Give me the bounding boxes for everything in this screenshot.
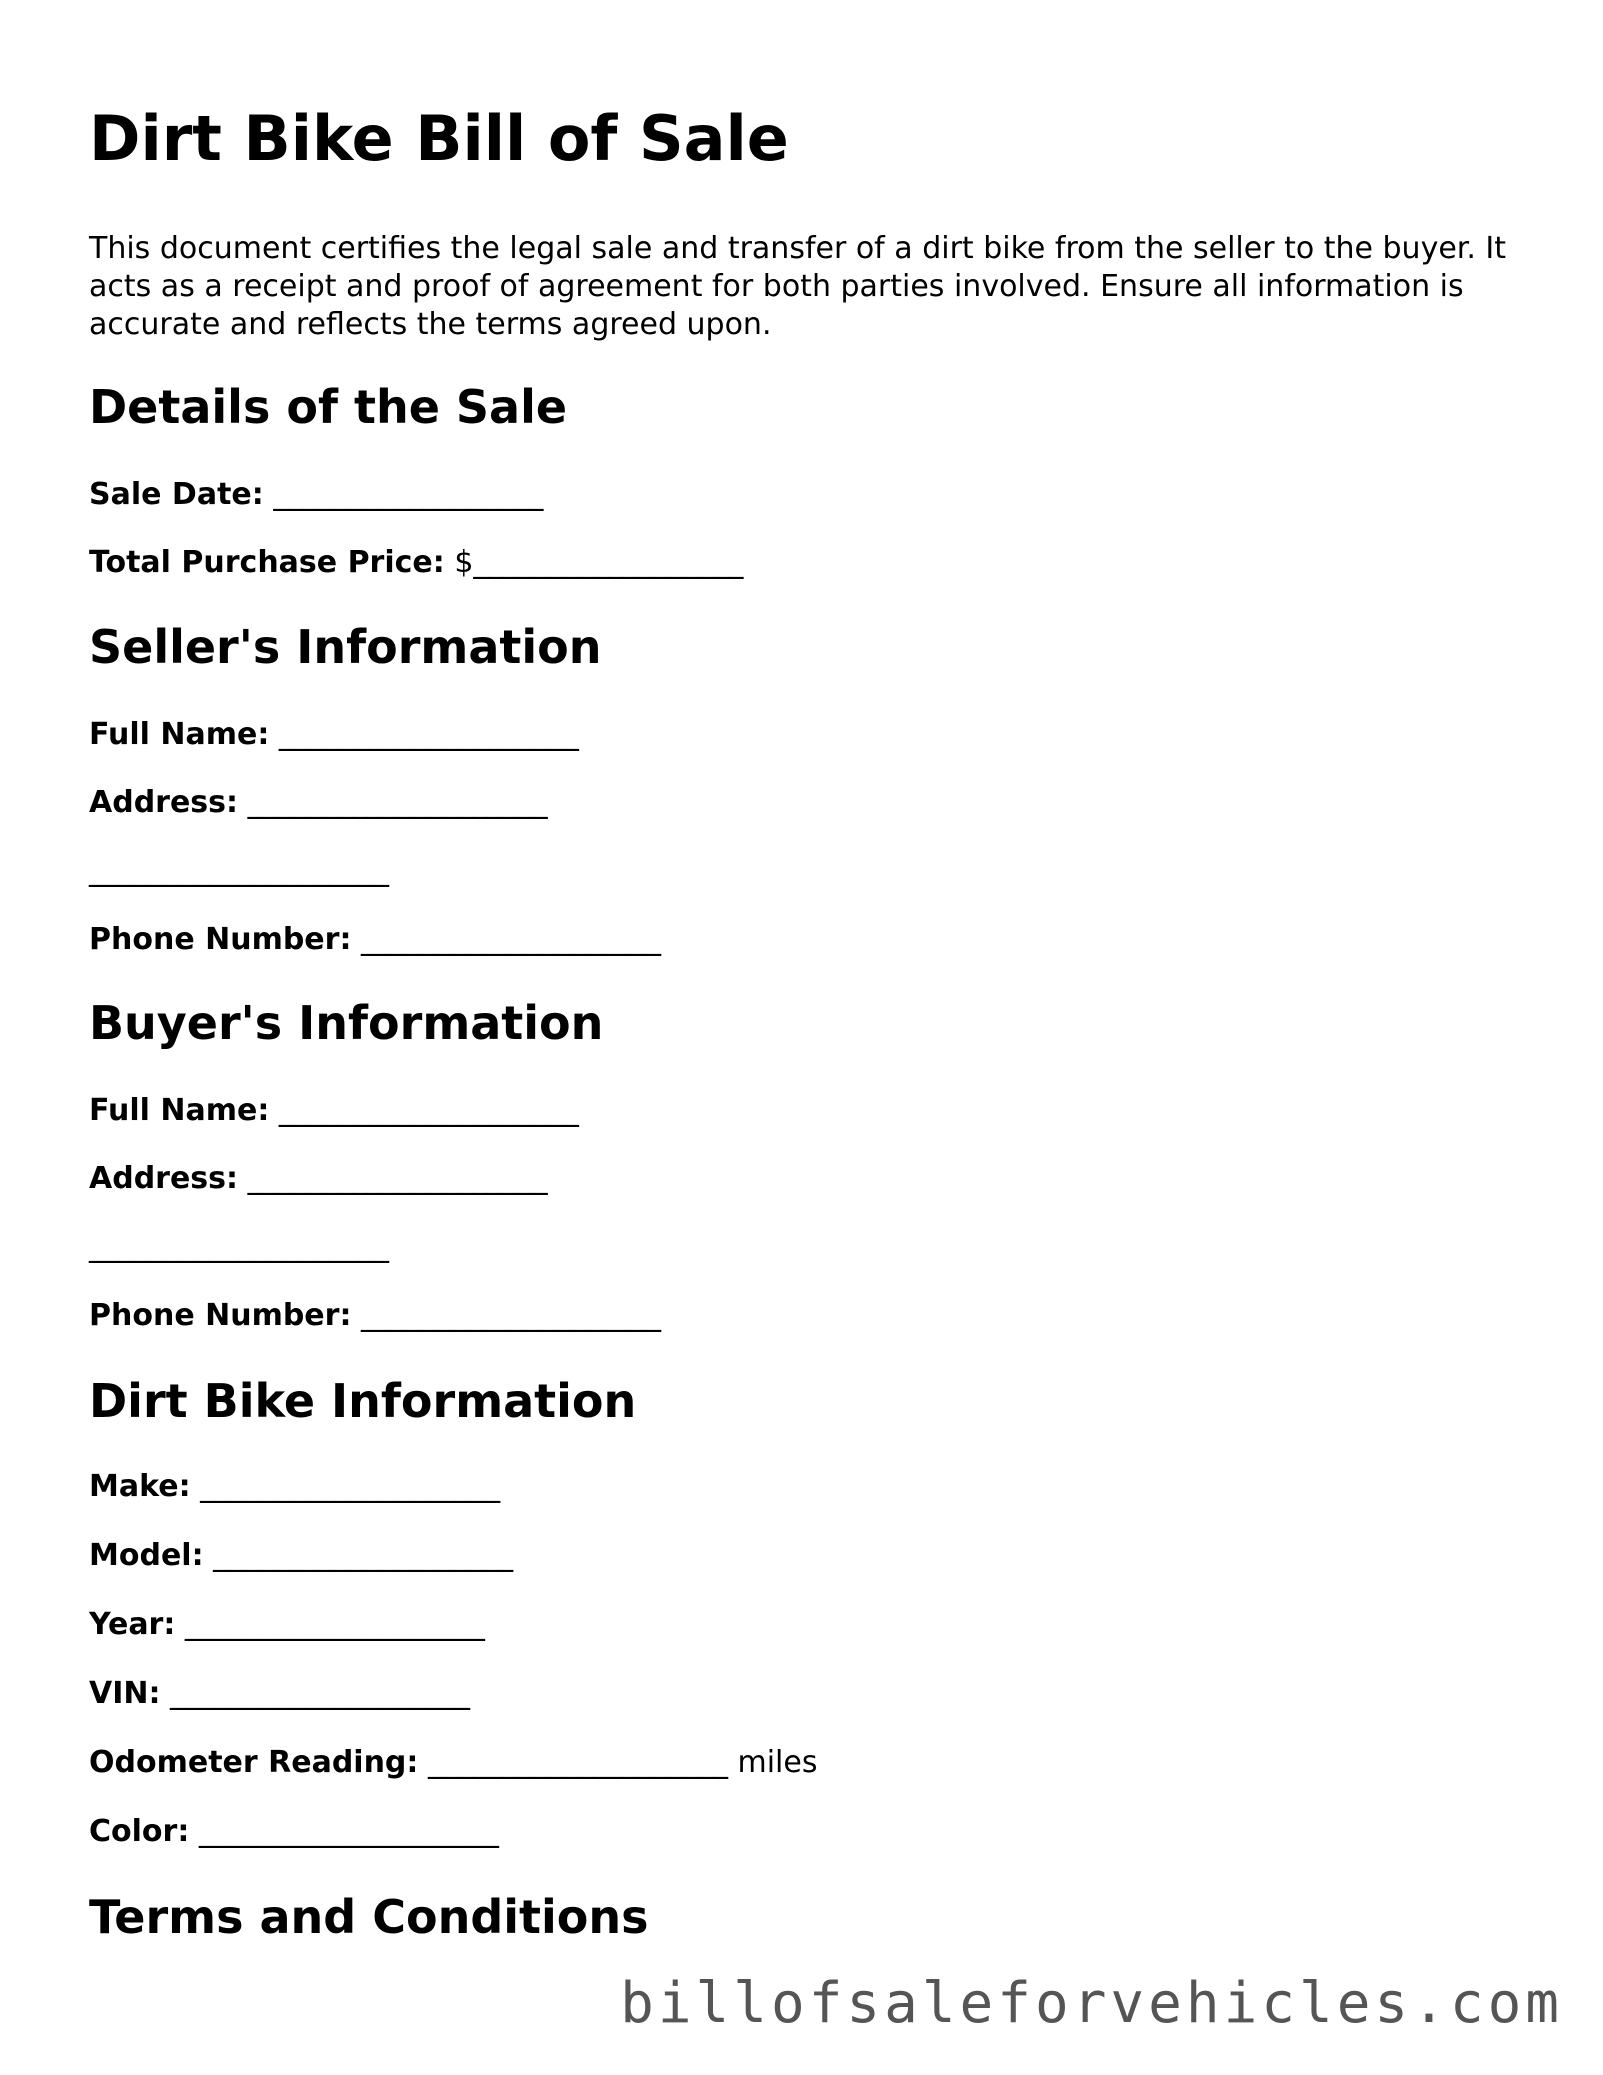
purchase-price-field (89, 545, 744, 580)
bike-model-label: Model: (89, 1538, 204, 1573)
heading-buyer-information: Buyer's Information (89, 996, 604, 1050)
buyer-address-label: Address: (89, 1161, 239, 1196)
sale-date-blank[interactable]: __________________ (273, 477, 544, 512)
seller-name-field (89, 717, 579, 752)
bike-odometer-field (89, 1745, 818, 1780)
buyer-name-blank[interactable]: ____________________ (278, 1093, 579, 1128)
buyer-address-line2-blank[interactable]: ____________________ (89, 1229, 389, 1264)
bike-year-blank[interactable]: ____________________ (184, 1607, 485, 1642)
seller-address-label: Address: (89, 785, 239, 820)
document-title: Dirt Bike Bill of Sale (89, 102, 789, 175)
bike-model-field (89, 1538, 514, 1573)
bike-year-label: Year: (89, 1607, 176, 1642)
heading-seller-information: Seller's Information (89, 620, 602, 674)
bike-odometer-blank[interactable]: ____________________ (427, 1745, 728, 1780)
buyer-address-line2 (89, 1229, 389, 1264)
sale-date-label: Sale Date: (89, 477, 264, 512)
seller-address-line2 (89, 853, 389, 888)
bike-make-field (89, 1469, 501, 1504)
buyer-address-blank[interactable]: ____________________ (247, 1161, 548, 1196)
bike-vin-blank[interactable]: ____________________ (170, 1676, 471, 1711)
bike-make-label: Make: (89, 1469, 191, 1504)
bike-odometer-unit: miles (737, 1745, 818, 1780)
bike-make-blank[interactable]: ____________________ (200, 1469, 501, 1504)
bike-odometer-label: Odometer Reading: (89, 1745, 419, 1780)
heading-terms-and-conditions: Terms and Conditions (89, 1890, 649, 1944)
bike-year-field (89, 1607, 485, 1642)
buyer-phone-field (89, 1298, 661, 1333)
seller-address-blank[interactable]: ____________________ (247, 785, 548, 820)
bike-color-label: Color: (89, 1814, 190, 1849)
bike-color-field (89, 1814, 499, 1849)
seller-phone-blank[interactable]: ____________________ (361, 922, 661, 957)
intro-paragraph: This document certifies the legal sale and transfer of a dirt bike from the seller to the buyer. It acts as a receipt and proof of agreement for both parties involved. Ensure all information is accurate and reflects the terms agreed upon. (89, 231, 1507, 342)
buyer-name-field (89, 1093, 579, 1128)
heading-dirt-bike-information: Dirt Bike Information (89, 1374, 637, 1428)
site-watermark: billofsaleforvehicles.com (620, 1971, 1563, 2036)
buyer-phone-label: Phone Number: (89, 1298, 352, 1333)
buyer-phone-blank[interactable]: ____________________ (361, 1298, 661, 1333)
bike-vin-field (89, 1676, 471, 1711)
seller-name-label: Full Name: (89, 717, 270, 752)
heading-details-of-sale: Details of the Sale (89, 380, 568, 434)
seller-address-line2-blank[interactable]: ____________________ (89, 853, 389, 888)
seller-address-field (89, 785, 548, 820)
sale-date-field (89, 477, 544, 512)
seller-phone-label: Phone Number: (89, 922, 352, 957)
purchase-price-blank[interactable]: $__________________ (454, 545, 744, 580)
bike-model-blank[interactable]: ____________________ (213, 1538, 514, 1573)
bike-vin-label: VIN: (89, 1676, 161, 1711)
buyer-address-field (89, 1161, 548, 1196)
buyer-name-label: Full Name: (89, 1093, 270, 1128)
seller-phone-field (89, 922, 661, 957)
seller-name-blank[interactable]: ____________________ (278, 717, 579, 752)
bike-color-blank[interactable]: ____________________ (198, 1814, 499, 1849)
purchase-price-label: Total Purchase Price: (89, 545, 445, 580)
